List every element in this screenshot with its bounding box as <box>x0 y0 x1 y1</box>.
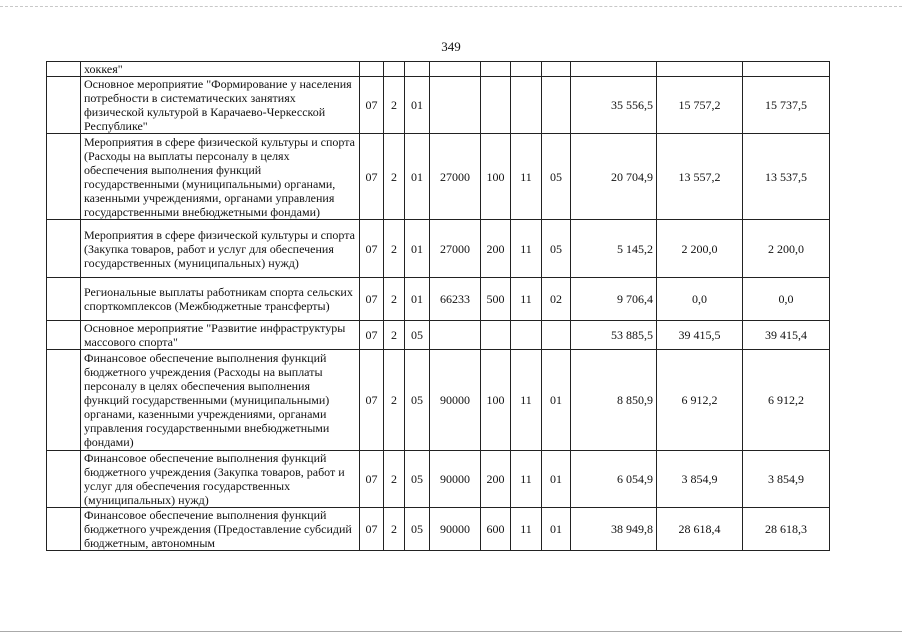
code-section: 07 <box>360 77 384 134</box>
code-direction: 90000 <box>430 350 481 451</box>
amount-2: 3 854,9 <box>657 451 743 508</box>
row-name: Региональные выплаты работникам спорта сельских спорткомплексов (Межбюджетные трансферты) <box>81 278 360 321</box>
code-program: 2 <box>384 278 405 321</box>
code-subdivision: 01 <box>542 350 571 451</box>
row-indent-cell <box>47 62 81 77</box>
amount-2: 0,0 <box>657 278 743 321</box>
code-section: 07 <box>360 278 384 321</box>
code-program: 2 <box>384 350 405 451</box>
code-subdivision <box>542 62 571 77</box>
code-expense-type: 600 <box>481 508 511 551</box>
amount-3: 6 912,2 <box>743 350 830 451</box>
row-indent-cell <box>47 508 81 551</box>
code-direction <box>430 62 481 77</box>
row-indent-cell <box>47 77 81 134</box>
row-indent-cell <box>47 350 81 451</box>
code-program: 2 <box>384 220 405 278</box>
amount-1: 8 850,9 <box>571 350 657 451</box>
table-row <box>47 278 830 321</box>
amount-3: 13 537,5 <box>743 134 830 220</box>
amount-1: 38 949,8 <box>571 508 657 551</box>
row-name: Финансовое обеспечение выполнения функций бюджетного учреждения (Предоставление субсидий бюджетным, автономным <box>81 508 360 551</box>
code-expense-type: 500 <box>481 278 511 321</box>
code-program: 2 <box>384 451 405 508</box>
amount-2: 15 757,2 <box>657 77 743 134</box>
code-section: 07 <box>360 134 384 220</box>
code-division: 11 <box>511 451 542 508</box>
amount-3: 28 618,3 <box>743 508 830 551</box>
amount-1: 53 885,5 <box>571 321 657 350</box>
code-direction: 27000 <box>430 134 481 220</box>
code-program: 2 <box>384 77 405 134</box>
page-number: 349 <box>441 39 461 54</box>
code-expense-type: 100 <box>481 350 511 451</box>
table-row <box>47 350 830 451</box>
code-expense-type: 200 <box>481 451 511 508</box>
code-subdivision <box>542 77 571 134</box>
code-program: 2 <box>384 321 405 350</box>
code-subprogram: 05 <box>405 508 430 551</box>
amount-2: 6 912,2 <box>657 350 743 451</box>
amount-3: 15 737,5 <box>743 77 830 134</box>
row-name: Финансовое обеспечение выполнения функций бюджетного учреждения (Закупка товаров, работ и услуг для обеспечения государственных (муниципальных) нужд) <box>81 451 360 508</box>
code-section <box>360 62 384 77</box>
code-subdivision: 01 <box>542 508 571 551</box>
amount-3: 0,0 <box>743 278 830 321</box>
amount-3 <box>743 62 830 77</box>
code-section: 07 <box>360 321 384 350</box>
code-program: 2 <box>384 508 405 551</box>
code-subdivision: 01 <box>542 451 571 508</box>
code-subprogram: 01 <box>405 278 430 321</box>
code-subdivision: 02 <box>542 278 571 321</box>
amount-3: 2 200,0 <box>743 220 830 278</box>
row-name: Мероприятия в сфере физической культуры и спорта (Закупка товаров, работ и услуг для обеспечения государственных (муниципальных) нужд) <box>81 220 360 278</box>
code-subprogram: 01 <box>405 77 430 134</box>
table-row <box>47 321 830 350</box>
code-section: 07 <box>360 451 384 508</box>
code-subdivision: 05 <box>542 220 571 278</box>
table-row <box>47 77 830 134</box>
code-subprogram: 01 <box>405 220 430 278</box>
row-name: Мероприятия в сфере физической культуры и спорта (Расходы на выплаты персоналу в целях обеспечения выполнения функций государственными (муниципальными) органами, казенными учреждениями, органами управления государственными внебюджетными фондами) <box>81 134 360 220</box>
table-row <box>47 134 830 220</box>
code-division: 11 <box>511 278 542 321</box>
code-division: 11 <box>511 508 542 551</box>
table-row <box>47 220 830 278</box>
amount-2: 2 200,0 <box>657 220 743 278</box>
amount-1: 35 556,5 <box>571 77 657 134</box>
scan-edge-bottom <box>0 631 902 633</box>
amount-1 <box>571 62 657 77</box>
code-division: 11 <box>511 350 542 451</box>
row-indent-cell <box>47 134 81 220</box>
code-expense-type: 100 <box>481 134 511 220</box>
code-subprogram: 05 <box>405 321 430 350</box>
code-subdivision <box>542 321 571 350</box>
code-section: 07 <box>360 350 384 451</box>
code-expense-type <box>481 77 511 134</box>
code-division: 11 <box>511 134 542 220</box>
code-subprogram: 05 <box>405 350 430 451</box>
amount-1: 20 704,9 <box>571 134 657 220</box>
code-section: 07 <box>360 220 384 278</box>
amount-2 <box>657 62 743 77</box>
code-subdivision: 05 <box>542 134 571 220</box>
scan-edge-top <box>0 6 902 8</box>
code-division <box>511 321 542 350</box>
code-expense-type <box>481 321 511 350</box>
code-program <box>384 62 405 77</box>
code-division: 11 <box>511 220 542 278</box>
row-name: Финансовое обеспечение выполнения функций бюджетного учреждения (Расходы на выплаты персоналу в целях обеспечения выполнения функций государственными (муниципальными) органами, казенными учреждениями, органами управления государственными внебюджетными фондами) <box>81 350 360 451</box>
code-direction: 90000 <box>430 451 481 508</box>
code-expense-type: 200 <box>481 220 511 278</box>
row-indent-cell <box>47 321 81 350</box>
table-row <box>47 62 830 77</box>
code-subprogram <box>405 62 430 77</box>
code-direction: 66233 <box>430 278 481 321</box>
row-indent-cell <box>47 278 81 321</box>
table-row <box>47 508 830 551</box>
row-name: Основное мероприятие "Развитие инфраструктуры массового спорта" <box>81 321 360 350</box>
code-direction <box>430 321 481 350</box>
amount-1: 9 706,4 <box>571 278 657 321</box>
row-name: Основное мероприятие "Формирование у населения потребности в систематических занятиях физической культурой в Карачаево-Черкесской Республике" <box>81 77 360 134</box>
row-indent-cell <box>47 451 81 508</box>
row-name: хоккея" <box>81 62 360 77</box>
amount-1: 5 145,2 <box>571 220 657 278</box>
code-direction: 27000 <box>430 220 481 278</box>
budget-table <box>46 61 830 551</box>
amount-3: 3 854,9 <box>743 451 830 508</box>
amount-2: 13 557,2 <box>657 134 743 220</box>
amount-3: 39 415,4 <box>743 321 830 350</box>
code-subprogram: 05 <box>405 451 430 508</box>
row-indent-cell <box>47 220 81 278</box>
amount-1: 6 054,9 <box>571 451 657 508</box>
code-direction: 90000 <box>430 508 481 551</box>
table-row <box>47 451 830 508</box>
amount-2: 28 618,4 <box>657 508 743 551</box>
code-division <box>511 62 542 77</box>
code-program: 2 <box>384 134 405 220</box>
code-expense-type <box>481 62 511 77</box>
code-section: 07 <box>360 508 384 551</box>
code-division <box>511 77 542 134</box>
code-subprogram: 01 <box>405 134 430 220</box>
amount-2: 39 415,5 <box>657 321 743 350</box>
code-direction <box>430 77 481 134</box>
